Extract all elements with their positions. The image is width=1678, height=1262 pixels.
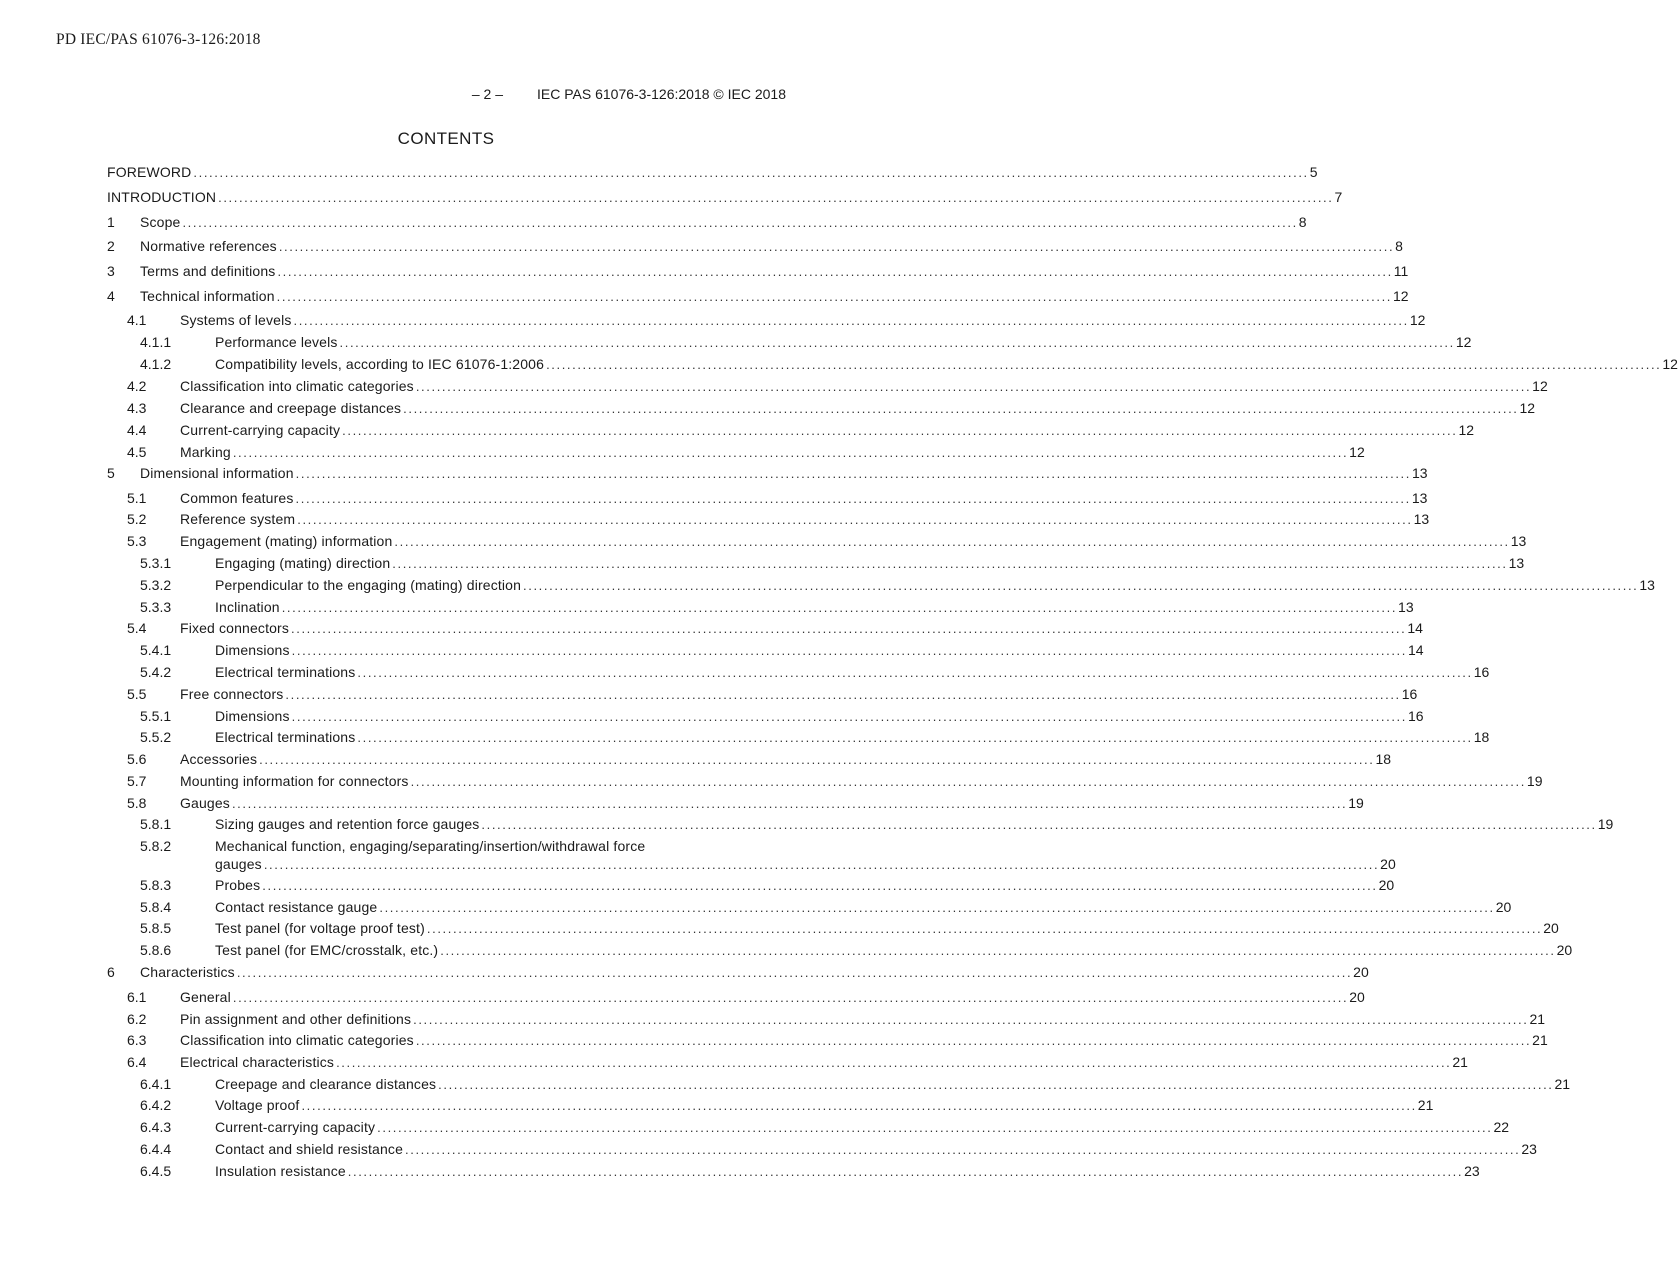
toc-entry-page: 14 bbox=[1407, 620, 1423, 636]
toc-entry-title: Engaging (mating) direction bbox=[215, 555, 391, 571]
toc-entry-page: 18 bbox=[1473, 729, 1490, 745]
toc-entry-number: 4.4 bbox=[127, 422, 147, 438]
toc-entry[interactable] bbox=[107, 664, 1490, 681]
toc-entry-page: 21 bbox=[1452, 1054, 1468, 1070]
toc-entry-number: 5.8.3 bbox=[140, 877, 172, 893]
running-header bbox=[472, 86, 786, 102]
dot-leader bbox=[218, 189, 1333, 206]
toc-entry[interactable] bbox=[107, 729, 1490, 746]
toc-entry-number: 6.4.4 bbox=[140, 1141, 172, 1157]
dot-leader bbox=[292, 708, 1407, 725]
toc-entry-title: Contact and shield resistance bbox=[215, 1141, 404, 1157]
toc-entry-page: 21 bbox=[1532, 1032, 1548, 1048]
dot-leader bbox=[405, 1141, 1520, 1158]
toc-entry-title: INTRODUCTION bbox=[107, 189, 217, 205]
dot-leader bbox=[523, 577, 1638, 594]
toc-entry-title: Compatibility levels, according to IEC 61076-1:2006 bbox=[215, 356, 545, 372]
toc-entry-page: 13 bbox=[1508, 555, 1525, 571]
toc-entry[interactable] bbox=[107, 1011, 1546, 1028]
toc-entry-number: 4.1 bbox=[127, 312, 147, 328]
toc-entry-page: 22 bbox=[1493, 1119, 1510, 1135]
toc-entry-number: 5.5 bbox=[127, 686, 147, 702]
toc-entry-number: 2 bbox=[107, 238, 115, 254]
running-title: IEC PAS 61076-3-126:2018 © IEC 2018 bbox=[537, 86, 786, 102]
dot-leader bbox=[264, 856, 1379, 873]
toc-entry-title: Classification into climatic categories bbox=[180, 1032, 414, 1048]
dot-leader bbox=[438, 1076, 1553, 1093]
toc-entry-title-continued: gauges bbox=[215, 856, 262, 872]
toc-entry-number: 5.1 bbox=[127, 490, 147, 506]
toc-entry[interactable] bbox=[107, 334, 1472, 351]
toc-entry-page: 20 bbox=[1380, 856, 1396, 872]
dot-leader bbox=[277, 288, 1392, 305]
toc-entry-page: 23 bbox=[1464, 1163, 1480, 1179]
toc-entry-page: 23 bbox=[1521, 1141, 1537, 1157]
toc-entry-page: 21 bbox=[1554, 1076, 1571, 1092]
toc-entry-number: 6.3 bbox=[127, 1032, 147, 1048]
toc-entry-title: Gauges bbox=[180, 795, 230, 811]
toc-entry-title: Common features bbox=[180, 490, 294, 506]
toc-entry-title: Mounting information for connectors bbox=[180, 773, 409, 789]
toc-entry[interactable] bbox=[107, 400, 1536, 417]
toc-entry-number: 6.4 bbox=[127, 1054, 147, 1070]
toc-entry-title: Characteristics bbox=[140, 964, 235, 980]
toc-entry-title: Reference system bbox=[180, 511, 296, 527]
toc-entry-page: 8 bbox=[1298, 214, 1307, 230]
toc-entry-number: 5.8.5 bbox=[140, 920, 172, 936]
toc-entry[interactable] bbox=[107, 942, 1573, 959]
toc-entry-page: 19 bbox=[1526, 773, 1543, 789]
dot-leader bbox=[427, 920, 1542, 937]
toc-entry-number: 6.4.2 bbox=[140, 1097, 172, 1113]
toc-entry-title: Clearance and creepage distances bbox=[180, 400, 402, 416]
toc-entry-title: Current-carrying capacity bbox=[215, 1119, 376, 1135]
dot-leader bbox=[301, 1097, 1416, 1114]
toc-entry-number: 6.1 bbox=[127, 989, 147, 1005]
toc-entry-title: Inclination bbox=[215, 599, 280, 615]
toc-entry-number: 6.2 bbox=[127, 1011, 147, 1027]
toc-entry-number: 5.3 bbox=[127, 533, 147, 549]
toc-entry-title: Marking bbox=[180, 444, 231, 460]
dot-leader bbox=[416, 1032, 1531, 1049]
toc-entry-title: Normative references bbox=[140, 238, 277, 254]
toc-entry[interactable] bbox=[107, 422, 1475, 439]
toc-entry-title: FOREWORD bbox=[107, 164, 192, 180]
toc-entry-title: Scope bbox=[140, 214, 181, 230]
dot-leader bbox=[233, 444, 1348, 461]
toc-entry-title: Dimensions bbox=[215, 642, 290, 658]
dot-leader bbox=[546, 356, 1661, 373]
dot-leader bbox=[392, 555, 1507, 572]
toc-entry-number: 6.4.5 bbox=[140, 1163, 172, 1179]
toc-entry-page: 13 bbox=[1398, 599, 1414, 615]
toc-entry[interactable] bbox=[107, 989, 1365, 1006]
toc-entry-page: 7 bbox=[1334, 189, 1343, 205]
dot-leader bbox=[440, 942, 1555, 959]
toc-entry-title: Systems of levels bbox=[180, 312, 292, 328]
dot-leader bbox=[416, 378, 1531, 395]
toc-entry-title: Mechanical function, engaging/separating/insertion/withdrawal force bbox=[215, 838, 646, 854]
toc-entry-number: 4.1.1 bbox=[140, 334, 172, 350]
toc-entry-number: 5.3.2 bbox=[140, 577, 172, 593]
dot-leader bbox=[291, 620, 1406, 637]
toc-entry-page: 12 bbox=[1532, 378, 1548, 394]
toc-entry-number: 5.8 bbox=[127, 795, 147, 811]
toc-entry-title: Contact resistance gauge bbox=[215, 899, 378, 915]
toc-entry[interactable] bbox=[107, 795, 1364, 812]
toc-entry-page: 12 bbox=[1455, 334, 1472, 350]
dot-leader bbox=[357, 729, 1472, 746]
dot-leader bbox=[357, 664, 1472, 681]
toc-entry[interactable] bbox=[107, 899, 1512, 916]
dot-leader bbox=[340, 334, 1455, 351]
toc-entry-page: 19 bbox=[1597, 816, 1614, 832]
toc-entry[interactable] bbox=[107, 708, 1424, 725]
toc-entry-page: 21 bbox=[1529, 1011, 1546, 1027]
toc-entry-number: 5.3.3 bbox=[140, 599, 172, 615]
toc-entry-number: 5.4.1 bbox=[140, 642, 172, 658]
toc-entry-number: 4.1.2 bbox=[140, 356, 172, 372]
toc-entry-title: Perpendicular to the engaging (mating) direction bbox=[215, 577, 522, 593]
dot-leader bbox=[377, 1119, 1492, 1136]
dot-leader bbox=[342, 422, 1457, 439]
toc-entry-title: Free connectors bbox=[180, 686, 284, 702]
toc-entry-page: 12 bbox=[1393, 288, 1409, 304]
dot-leader bbox=[481, 816, 1596, 833]
document-id: PD IEC/PAS 61076-3-126:2018 bbox=[56, 31, 261, 48]
toc-entry-page: 16 bbox=[1401, 686, 1418, 702]
toc-entry-title: Accessories bbox=[180, 751, 258, 767]
toc-entry[interactable] bbox=[107, 533, 1527, 550]
toc-entry-title: Test panel (for EMC/crosstalk, etc.) bbox=[215, 942, 439, 958]
dot-leader bbox=[296, 490, 1411, 507]
dot-leader bbox=[336, 1054, 1451, 1071]
dot-leader bbox=[193, 164, 1308, 181]
toc-entry-title: Electrical characteristics bbox=[180, 1054, 335, 1070]
toc-entry[interactable] bbox=[107, 838, 1396, 873]
dot-leader bbox=[296, 465, 1411, 482]
toc-entry-number: 5.5.1 bbox=[140, 708, 172, 724]
toc-entry-page: 19 bbox=[1348, 795, 1364, 811]
toc-entry-title: Pin assignment and other definitions bbox=[180, 1011, 412, 1027]
toc-entry-number: 5 bbox=[107, 465, 115, 481]
toc-entry[interactable] bbox=[107, 490, 1428, 507]
toc-entry-page: 20 bbox=[1353, 964, 1369, 980]
toc-entry-title: Sizing gauges and retention force gauges bbox=[215, 816, 480, 832]
toc-entry[interactable] bbox=[107, 642, 1424, 659]
toc-entry-number: 4.2 bbox=[127, 378, 147, 394]
dot-leader bbox=[233, 989, 1348, 1006]
toc-entry[interactable] bbox=[107, 1076, 1571, 1093]
dot-leader bbox=[285, 686, 1400, 703]
toc-entry-title: Current-carrying capacity bbox=[180, 422, 341, 438]
toc-entry-number: 5.8.1 bbox=[140, 816, 172, 832]
toc-entry-page: 13 bbox=[1411, 465, 1428, 481]
toc-entry-title: Voltage proof bbox=[215, 1097, 300, 1113]
toc-entry[interactable] bbox=[107, 378, 1548, 395]
toc-entry[interactable] bbox=[107, 1097, 1434, 1114]
toc-entry[interactable] bbox=[107, 444, 1365, 461]
toc-entry-number: 6.4.1 bbox=[140, 1076, 172, 1092]
toc-entry-page: 13 bbox=[1510, 533, 1527, 549]
toc-entry-number: 5.7 bbox=[127, 773, 147, 789]
dot-leader bbox=[277, 263, 1392, 280]
toc-entry-number: 4.3 bbox=[127, 400, 147, 416]
toc-entry-number: 6.4.3 bbox=[140, 1119, 172, 1135]
toc-entry-page: 12 bbox=[1349, 444, 1365, 460]
toc-entry-page: 21 bbox=[1417, 1097, 1434, 1113]
toc-entry[interactable] bbox=[107, 263, 1409, 280]
toc-entry-title: Creepage and clearance distances bbox=[215, 1076, 437, 1092]
dot-leader bbox=[262, 877, 1377, 894]
dot-leader bbox=[348, 1163, 1463, 1180]
toc-entry-number: 1 bbox=[107, 214, 115, 230]
toc-entry[interactable] bbox=[107, 751, 1392, 768]
toc-entry[interactable] bbox=[107, 288, 1409, 305]
toc-entry[interactable] bbox=[107, 189, 1343, 206]
toc-entry[interactable] bbox=[107, 164, 1318, 181]
dot-leader bbox=[413, 1011, 1528, 1028]
toc-entry-number: 5.4.2 bbox=[140, 664, 172, 680]
toc-entry-page: 20 bbox=[1543, 920, 1559, 936]
toc-entry[interactable] bbox=[107, 511, 1430, 528]
dot-leader bbox=[232, 795, 1347, 812]
toc-entry-page: 20 bbox=[1556, 942, 1573, 958]
toc-entry-page: 13 bbox=[1411, 490, 1428, 506]
toc-entry[interactable] bbox=[107, 465, 1428, 482]
toc-entry-title: General bbox=[180, 989, 231, 1005]
toc-entry[interactable] bbox=[107, 1119, 1510, 1136]
toc-entry-page: 16 bbox=[1473, 664, 1490, 680]
toc-entry-number: 5.8.4 bbox=[140, 899, 172, 915]
toc-entry[interactable] bbox=[107, 920, 1559, 937]
toc-entry[interactable] bbox=[107, 1163, 1480, 1180]
toc-entry-page: 14 bbox=[1407, 642, 1424, 658]
toc-entry-page: 5 bbox=[1309, 164, 1318, 180]
dot-leader bbox=[282, 599, 1397, 616]
dot-leader bbox=[237, 964, 1352, 981]
dot-leader bbox=[411, 773, 1526, 790]
toc-entry-number: 5.6 bbox=[127, 751, 147, 767]
toc-entry[interactable] bbox=[107, 356, 1678, 373]
toc-entry-title: Engagement (mating) information bbox=[180, 533, 393, 549]
toc-entry-number: 6 bbox=[107, 964, 115, 980]
toc-entry-number: 5.3.1 bbox=[140, 555, 172, 571]
toc-entry[interactable] bbox=[107, 816, 1614, 833]
toc-entry-number: 5.4 bbox=[127, 620, 147, 636]
dot-leader bbox=[293, 312, 1408, 329]
toc-entry-title: Fixed connectors bbox=[180, 620, 290, 636]
toc-entry-page: 12 bbox=[1409, 312, 1426, 328]
toc-entry[interactable] bbox=[107, 1141, 1537, 1158]
toc-entry-title: Test panel (for voltage proof test) bbox=[215, 920, 425, 936]
toc-entry-title: Dimensions bbox=[215, 708, 290, 724]
toc-entry-page: 20 bbox=[1378, 877, 1395, 893]
toc-entry-title: Terms and definitions bbox=[140, 263, 276, 279]
toc-entry-page: 20 bbox=[1495, 899, 1512, 915]
toc-entry-number: 5.8.2 bbox=[140, 838, 172, 854]
dot-leader bbox=[297, 511, 1412, 528]
toc-entry-title: Technical information bbox=[140, 288, 275, 304]
toc-entry-title: Insulation resistance bbox=[215, 1163, 346, 1179]
contents-heading: CONTENTS bbox=[397, 129, 495, 148]
dot-leader bbox=[403, 400, 1518, 417]
toc-entry[interactable] bbox=[107, 877, 1395, 894]
toc-entry[interactable] bbox=[107, 620, 1423, 637]
dot-leader bbox=[292, 642, 1407, 659]
toc-entry[interactable] bbox=[107, 964, 1369, 981]
toc-entry-number: 5.5.2 bbox=[140, 729, 172, 745]
toc-entry[interactable] bbox=[107, 599, 1414, 616]
toc-entry-title: Dimensional information bbox=[140, 465, 294, 481]
toc-entry[interactable] bbox=[107, 312, 1426, 329]
toc-entry-page: 18 bbox=[1375, 751, 1392, 767]
toc-entry-page: 12 bbox=[1458, 422, 1475, 438]
dot-leader bbox=[259, 751, 1374, 768]
toc-entry-page: 12 bbox=[1519, 400, 1536, 416]
dot-leader bbox=[379, 899, 1494, 916]
toc-entry[interactable] bbox=[107, 577, 1655, 594]
toc-entry-title: Electrical terminations bbox=[215, 729, 356, 745]
toc-entry[interactable] bbox=[107, 686, 1418, 703]
toc-entry-title: Probes bbox=[215, 877, 261, 893]
toc-entry[interactable] bbox=[107, 214, 1307, 231]
toc-entry-title: Classification into climatic categories bbox=[180, 378, 414, 394]
toc-entry-page: 8 bbox=[1395, 238, 1403, 254]
toc-entry-title: Electrical terminations bbox=[215, 664, 356, 680]
toc-entry[interactable] bbox=[107, 1032, 1548, 1049]
toc-entry-page: 13 bbox=[1639, 577, 1655, 593]
dot-leader bbox=[394, 533, 1509, 550]
toc-entry-number: 4.5 bbox=[127, 444, 147, 460]
dot-leader bbox=[182, 214, 1297, 231]
toc-entry-number: 4 bbox=[107, 288, 115, 304]
toc-entry-page: 13 bbox=[1413, 511, 1430, 527]
toc-entry[interactable] bbox=[107, 1054, 1468, 1071]
toc-entry-page: 11 bbox=[1393, 263, 1409, 279]
toc-entry-number: 3 bbox=[107, 263, 115, 279]
toc-entry-page: 12 bbox=[1662, 356, 1678, 372]
toc-entry[interactable] bbox=[107, 555, 1525, 572]
page-marker: – 2 – bbox=[471, 86, 503, 102]
toc-entry-page: 20 bbox=[1349, 989, 1365, 1005]
toc-entry-title: Performance levels bbox=[215, 334, 338, 350]
toc-entry-number: 5.2 bbox=[127, 511, 147, 527]
dot-leader bbox=[279, 238, 1394, 255]
toc-entry[interactable] bbox=[107, 773, 1543, 790]
toc-entry[interactable] bbox=[107, 238, 1403, 255]
toc-entry-page: 16 bbox=[1407, 708, 1424, 724]
toc-entry-number: 5.8.6 bbox=[140, 942, 172, 958]
